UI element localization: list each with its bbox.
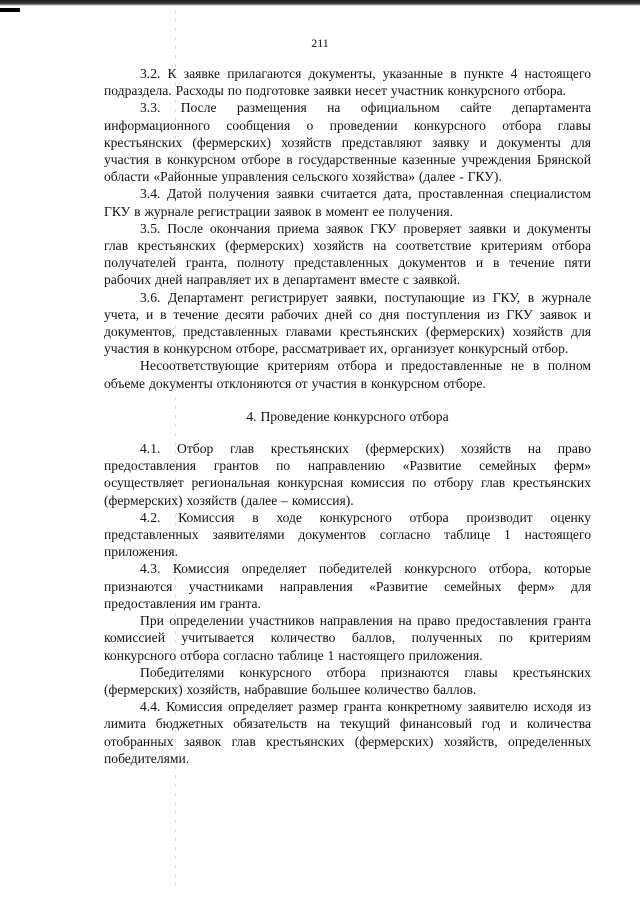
paragraph-4-4: 4.4. Комиссия определяет размер гранта конкретному заявителю исходя из лимита бюджетных обязательств на текущий финансовый год и количества отобранных заявок глав крестьянских (фермерских) хозяйств, определенных победителями. bbox=[104, 699, 591, 766]
paragraph-3-4: 3.4. Датой получения заявки считается дата, проставленная специалистом ГКУ в журнале регистрации заявок в момент ее получения. bbox=[104, 186, 591, 219]
scan-top-edge bbox=[0, 0, 640, 6]
document-body bbox=[104, 65, 591, 767]
paragraph-3-3: 3.3. После размещения на официальном сайте департамента информационного сообщения о проведении конкурсного отбора главы крестьянских (фермерских) хозяйств представляют заявку и документы для участия в конкурсном отборе в государственные казенные учреждения Брянской области «Районные управления сельского хозяйства» (далее - ГКУ). bbox=[104, 100, 591, 185]
paragraph-3-5: 3.5. После окончания приема заявок ГКУ проверяет заявки и документы глав крестьянских (фермерских) хозяйств на соответствие критериям отбора получателей гранта, полноту представленных документов и в течение пяти рабочих дней направляет их в департамент вместе с заявкой. bbox=[104, 220, 591, 288]
scan-left-mark bbox=[0, 8, 20, 12]
paragraph-4-2: 4.2. Комиссия в ходе конкурсного отбора производит оценку представленных заявителями документов согласно таблице 1 настоящего приложения. bbox=[104, 509, 591, 560]
paragraph-3-6: 3.6. Департамент регистрирует заявки, поступающие из ГКУ, в журнале учета, и в течение десяти рабочих дней со дня поступления из ГКУ заявок и документов, представленных главами крестьянских (фермерских) хозяйств для участия в конкурсном отборе, рассматривает их, организует конкурсный отбор. bbox=[104, 289, 591, 357]
paragraph-3-2: 3.2. К заявке прилагаются документы, указанные в пункте 4 настоящего подраздела. Расходы по подготовке заявки несет участник конкурсного отбора. bbox=[104, 66, 591, 99]
paragraph-4-1: 4.1. Отбор глав крестьянских (фермерских) хозяйств на право предоставления грантов по направлению «Развитие семейных ферм» осуществляет региональная конкурсная комиссия по отбору глав крестьянских (фермерских) хозяйств (далее – комиссия). bbox=[104, 441, 591, 508]
paragraph-4-3: 4.3. Комиссия определяет победителей конкурсного отбора, которые признаются участниками направления «Развитие семейных ферм» для предоставления им гранта. bbox=[104, 561, 591, 611]
paragraph-scoring: При определении участников направления на право предоставления гранта комиссией учитывается количество баллов, полученных по критериям конкурсного отбора согласно таблице 1 настоящего приложения. bbox=[104, 613, 591, 663]
paragraph-winners: Победителями конкурсного отбора признаются главы крестьянских (фермерских) хозяйств, набравшие большее количество баллов. bbox=[104, 664, 591, 697]
paragraph-rejection-note: Несоответствующие критериям отбора и предоставленные не в полном объеме документы отклоняются от участия в конкурсном отборе. bbox=[104, 358, 591, 391]
section-heading: 4. Проведение конкурсного отбора bbox=[246, 408, 449, 424]
page-number: 211 bbox=[311, 36, 329, 50]
